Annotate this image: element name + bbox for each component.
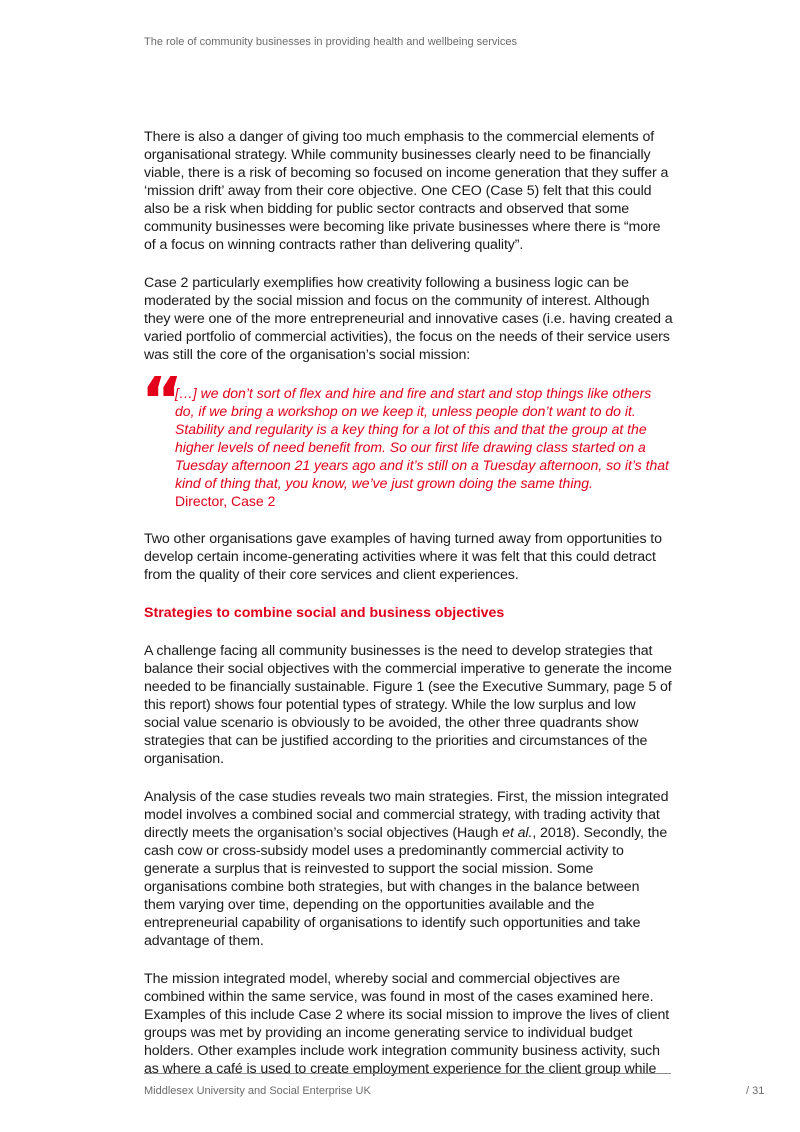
paragraph-challenge: A challenge facing all community businesses is the need to develop strategies that balance their social objectives with the commercial imperative to generate the income needed to be financially sustainable. Figure 1 (see the Executive Summary, page 5 of this report) shows four potential types of strategy. While the low surplus and low social value scenario is obviously to be avoided, the other three quadrants show strategies that can be justified according to the priorities and circumstances of the organisation. bbox=[144, 643, 672, 767]
paragraph-case-2: Case 2 particularly exemplifies how creativity following a business logic can be moderated by the social mission and focus on the community of interest. Although they were one of the more entrepreneurial and innovative cases (i.e. having created a varied portfolio of commercial activities), the focus on the needs of their service users was still the core of the organisation’s social mission: bbox=[144, 275, 673, 363]
paragraph-mission-integrated: The mission integrated model, whereby social and commercial objectives are combined within the same service, was found in most of the cases examined here. Examples of this include Case 2 where its social mission to improve the lives of client groups was met by providing an income generating service to individual budget holders. Other examples include work integration community business activity, such as where a café is used to create employment experience for the client group while bbox=[144, 971, 670, 1077]
quote-mark-icon: “ bbox=[141, 365, 178, 439]
quote-attribution: Director, Case 2 bbox=[175, 493, 276, 509]
pull-quote bbox=[141, 365, 674, 510]
page-body bbox=[141, 128, 674, 1098]
paragraph-turned-away: Two other organisations gave examples of having turned away from opportunities to develop certain income-generating activities where it was felt that this could detract from the quality of their core services and client experiences. bbox=[144, 531, 662, 583]
footer-publisher: Middlesex University and Social Enterprise UK bbox=[144, 1085, 371, 1097]
analysis-text-2: , 2018). Secondly, the cash cow or cross-subsidy model uses a predominantly commercial activity to generate a surplus that is reinvested to support the social mission. Some organisations combine both strategies, but with changes in the balance between them varying over time, depending on the opportunities available and the entrepreneurial capability of organisations to identify such opportunities and take advantage of them. bbox=[144, 825, 668, 949]
footer-divider bbox=[144, 1073, 671, 1074]
running-header: The role of community businesses in providing health and wellbeing services bbox=[144, 36, 517, 48]
paragraph-analysis bbox=[144, 788, 674, 950]
citation-et-al: et al. bbox=[502, 825, 533, 841]
quote-text: […] we don’t sort of flex and hire and fire and start and stop things like others do, if we bring a workshop on we keep it, unless people don’t want to do it. Stability and regularity is a key thing for a lot of this and that the group at the higher levels of need benefit from. So our first life drawing class started on a Tuesday afternoon 21 years ago and it’s still on a Tuesday afternoon, so it’s that kind of thing that, you know, we’ve just grown doing the same thing. bbox=[175, 385, 669, 491]
section-heading: Strategies to combine social and business objectives bbox=[144, 605, 505, 621]
page-number: / 31 bbox=[746, 1085, 765, 1097]
analysis-text-1: Analysis of the case studies reveals two main strategies. First, the mission integrated model involves a combined social and commercial strategy, with trading activity that directly meets the organisation’s social objectives (Haugh bbox=[144, 789, 669, 841]
paragraph-mission-drift: There is also a danger of giving too much emphasis to the commercial elements of organisational strategy. While community businesses clearly need to be financially viable, there is a risk of becoming so focused on income generation that they suffer a ‘mission drift’ away from their core objective. One CEO (Case 5) felt that this could also be a risk when bidding for public sector contracts and observed that some community businesses were becoming like private businesses where there is “more of a focus on winning contracts rather than delivering quality”. bbox=[144, 129, 669, 253]
